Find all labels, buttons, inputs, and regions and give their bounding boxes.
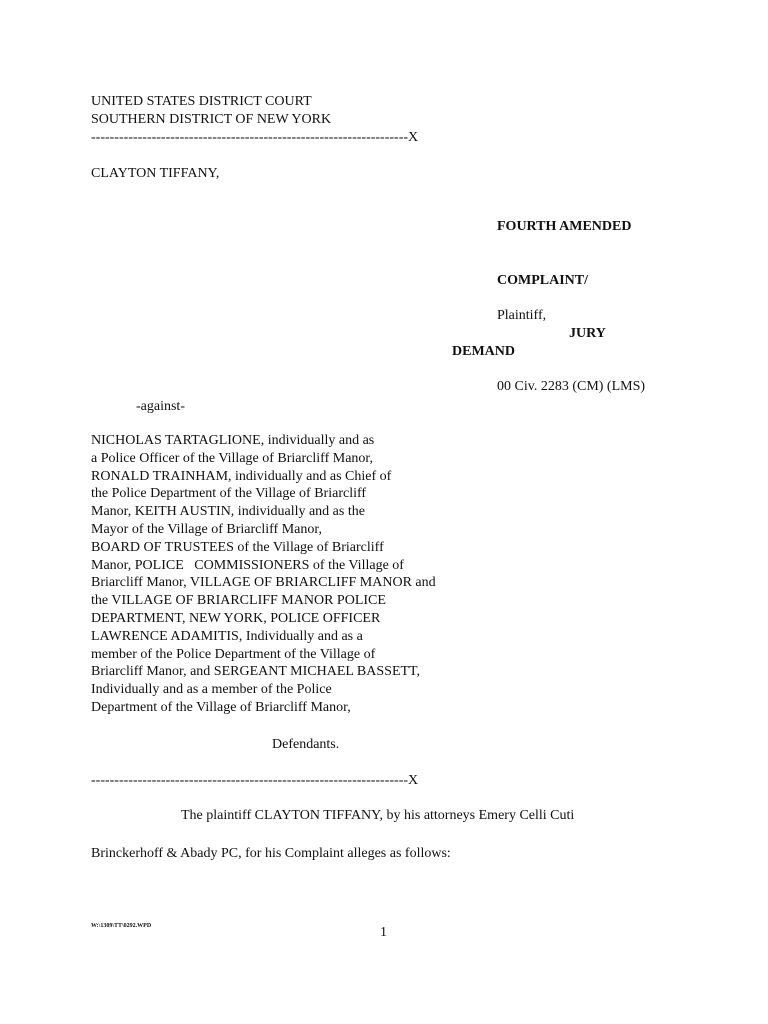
defendants-line: member of the Police Department of the Village of [91, 646, 376, 662]
document-title-line4: DEMAND [452, 344, 515, 359]
intro-paragraph-line2: Brinckerhoff & Abady PC, for his Complaint alleges as follows: [91, 846, 451, 861]
court-district: SOUTHERN DISTRICT OF NEW YORK [91, 112, 332, 127]
defendants-line: Individually and as a member of the Police [91, 682, 332, 698]
court-name: UNITED STATES DISTRICT COURT [91, 94, 312, 109]
intro-paragraph-line1: The plaintiff CLAYTON TIFFANY, by his attorneys Emery Celli Cuti [181, 808, 575, 823]
caption-rule-top: --------------------------------------------------------------------X [91, 130, 419, 145]
defendants-line: Manor, POLICE COMMISSIONERS of the Village of [91, 557, 404, 573]
defendants-line: the VILLAGE OF BRIARCLIFF MANOR POLICE [91, 593, 386, 609]
page-number: 1 [380, 925, 387, 940]
defendants-line: Mayor of the Village of Briarcliff Manor, [91, 521, 322, 537]
defendants-label: Defendants. [272, 737, 340, 752]
case-number: 00 Civ. 2283 (CM) (LMS) [497, 379, 646, 394]
defendants-line: Briarcliff Manor, and SERGEANT MICHAEL BASSETT, [91, 664, 421, 680]
defendants-line: DEPARTMENT, NEW YORK, POLICE OFFICER [91, 610, 381, 626]
document-title-line1: FOURTH AMENDED [497, 219, 632, 234]
defendants-line: Briarcliff Manor, VILLAGE OF BRIARCLIFF MANOR and [91, 575, 436, 591]
caption-rule-bottom: --------------------------------------------------------------------X [91, 773, 419, 788]
plaintiff-label: Plaintiff, [497, 308, 547, 323]
defendants-line: Manor, KEITH AUSTIN, individually and as the [91, 504, 365, 520]
defendants-line: a Police Officer of the Village of Briarcliff Manor, [91, 450, 374, 466]
defendants-line: LAWRENCE ADAMITIS, Individually and as a [91, 628, 363, 644]
defendants-line: Department of the Village of Briarcliff Manor, [91, 699, 351, 715]
against-label: -against- [136, 399, 185, 414]
plaintiff-name: CLAYTON TIFFANY, [91, 166, 220, 181]
defendants-line: BOARD OF TRUSTEES of the Village of Briarcliff [91, 539, 384, 555]
document-title-line3: JURY [569, 326, 606, 341]
defendants-line: RONALD TRAINHAM, individually and as Chief of [91, 468, 392, 484]
defendants-line: NICHOLAS TARTAGLIONE, individually and as [91, 433, 375, 448]
defendants-list [91, 432, 436, 717]
footer-file-id: W:\1309\TT\0292.WPD [91, 923, 152, 929]
defendants-line: the Police Department of the Village of Briarcliff [91, 486, 367, 502]
document-title-line2: COMPLAINT/ [497, 273, 588, 288]
